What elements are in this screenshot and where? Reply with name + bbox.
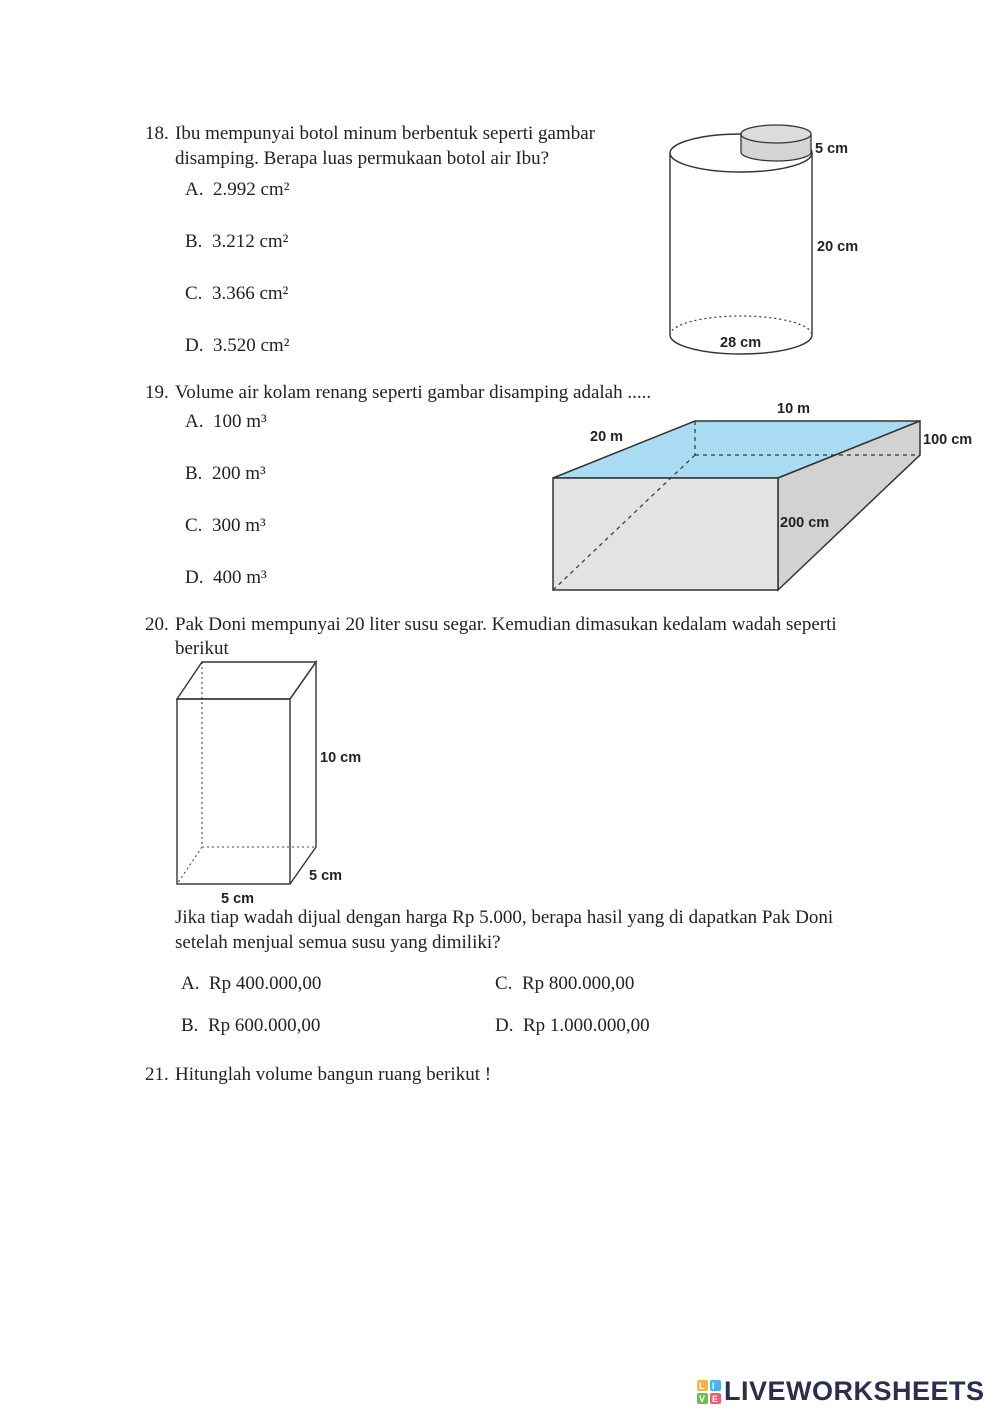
q18-option-a[interactable] [185,178,289,202]
q19-option-d[interactable] [185,566,267,590]
svg-text:E: E [712,1393,719,1404]
q18-option-c[interactable] [185,282,288,306]
q20-option-text: Rp 1.000.000,00 [522,1015,650,1036]
label-container-depth: 5 cm [309,868,343,884]
q18-option-b[interactable] [185,230,288,254]
liveworksheets-logo-icon [697,1379,721,1405]
q19-number: 19. [145,382,169,403]
q19-option-text: 300 m³ [211,515,266,536]
q20-option-text: Rp 600.000,00 [207,1015,321,1036]
label-pool-deep-depth: 200 cm [780,515,830,531]
cuboid-front-face [177,699,290,884]
q20-option-letter: A. [181,973,200,994]
label-cylinder-diameter: 28 cm [720,335,762,351]
q18-option-d[interactable] [185,334,289,358]
q19-option-c[interactable] [185,514,266,538]
q19-text-line1: Volume air kolam renang seperti gambar disamping adalah ..... [175,382,652,403]
label-container-width: 5 cm [221,891,255,905]
q20-option-text: Rp 800.000,00 [521,973,635,994]
q19-option-letter: B. [185,463,203,484]
liveworksheets-logo-text: LIVEWORKSHEETS [724,1376,985,1406]
q19-option-letter: D. [185,567,204,588]
q19-option-b[interactable] [185,462,266,486]
q18-option-letter: D. [185,335,204,356]
svg-text:I: I [712,1380,715,1391]
q18-option-letter: A. [185,179,204,200]
pool-front-face [553,478,778,590]
q20-option-text: Rp 400.000,00 [208,973,322,994]
cuboid-top-face [177,662,316,699]
q18-option-text: 3.520 cm² [212,335,290,356]
q18-option-text: 2.992 cm² [212,179,290,200]
q19-option-text: 400 m³ [212,567,267,588]
cuboid-right-face [290,662,316,884]
q20-text-line2: berikut [175,638,229,659]
q19-option-letter: C. [185,515,203,536]
q20-text-after2: setelah menjual semua susu yang dimiliki? [175,932,501,953]
label-pool-shallow-depth: 100 cm [923,432,973,448]
q18-option-text: 3.366 cm² [211,283,289,304]
svg-text:L: L [699,1380,705,1391]
q20-text-after1: Jika tiap wadah dijual dengan harga Rp 5.000, berapa hasil yang di dapatkan Pak Doni [175,907,834,928]
q21-number: 21. [145,1064,169,1085]
q18-text-line2: disamping. Berapa luas permukaan botol air Ibu? [175,148,550,169]
q18-option-letter: C. [185,283,203,304]
q20-option-d[interactable] [495,1014,650,1038]
q18-option-letter: B. [185,231,203,252]
q19-option-a[interactable] [185,410,267,434]
q18-bottle-figure [660,118,900,368]
q19-pool-figure [545,395,985,595]
q20-option-c[interactable] [495,972,634,996]
cap-top [741,125,811,143]
q18-number: 18. [145,123,169,144]
label-container-height: 10 cm [320,750,362,766]
label-pool-length: 10 m [777,401,811,417]
q20-option-letter: D. [495,1015,514,1036]
label-pool-width: 20 m [590,429,624,445]
q18-option-text: 3.212 cm² [211,231,289,252]
q20-text-line1: Pak Doni mempunyai 20 liter susu segar. Kemudian dimasukan kedalam wadah seperti [175,614,837,635]
q20-number: 20. [145,614,169,635]
q19-option-letter: A. [185,411,204,432]
cylinder-bottom-back-dotted [670,316,812,335]
q20-option-a[interactable] [181,972,321,996]
q20-container-figure [165,655,385,905]
label-cap-height: 5 cm [815,141,849,157]
q20-option-letter: B. [181,1015,199,1036]
cuboid-hidden-diagonal [177,847,202,884]
svg-text:V: V [699,1393,706,1404]
q21-text-line1: Hitunglah volume bangun ruang berikut ! [175,1064,492,1085]
q20-option-b[interactable] [181,1014,320,1038]
liveworksheets-logo[interactable] [697,1376,985,1407]
q20-option-letter: C. [495,973,513,994]
q19-option-text: 100 m³ [212,411,267,432]
q19-option-text: 200 m³ [211,463,266,484]
label-cylinder-height: 20 cm [817,239,859,255]
q18-text-line1: Ibu mempunyai botol minum berbentuk seperti gambar [175,123,596,144]
